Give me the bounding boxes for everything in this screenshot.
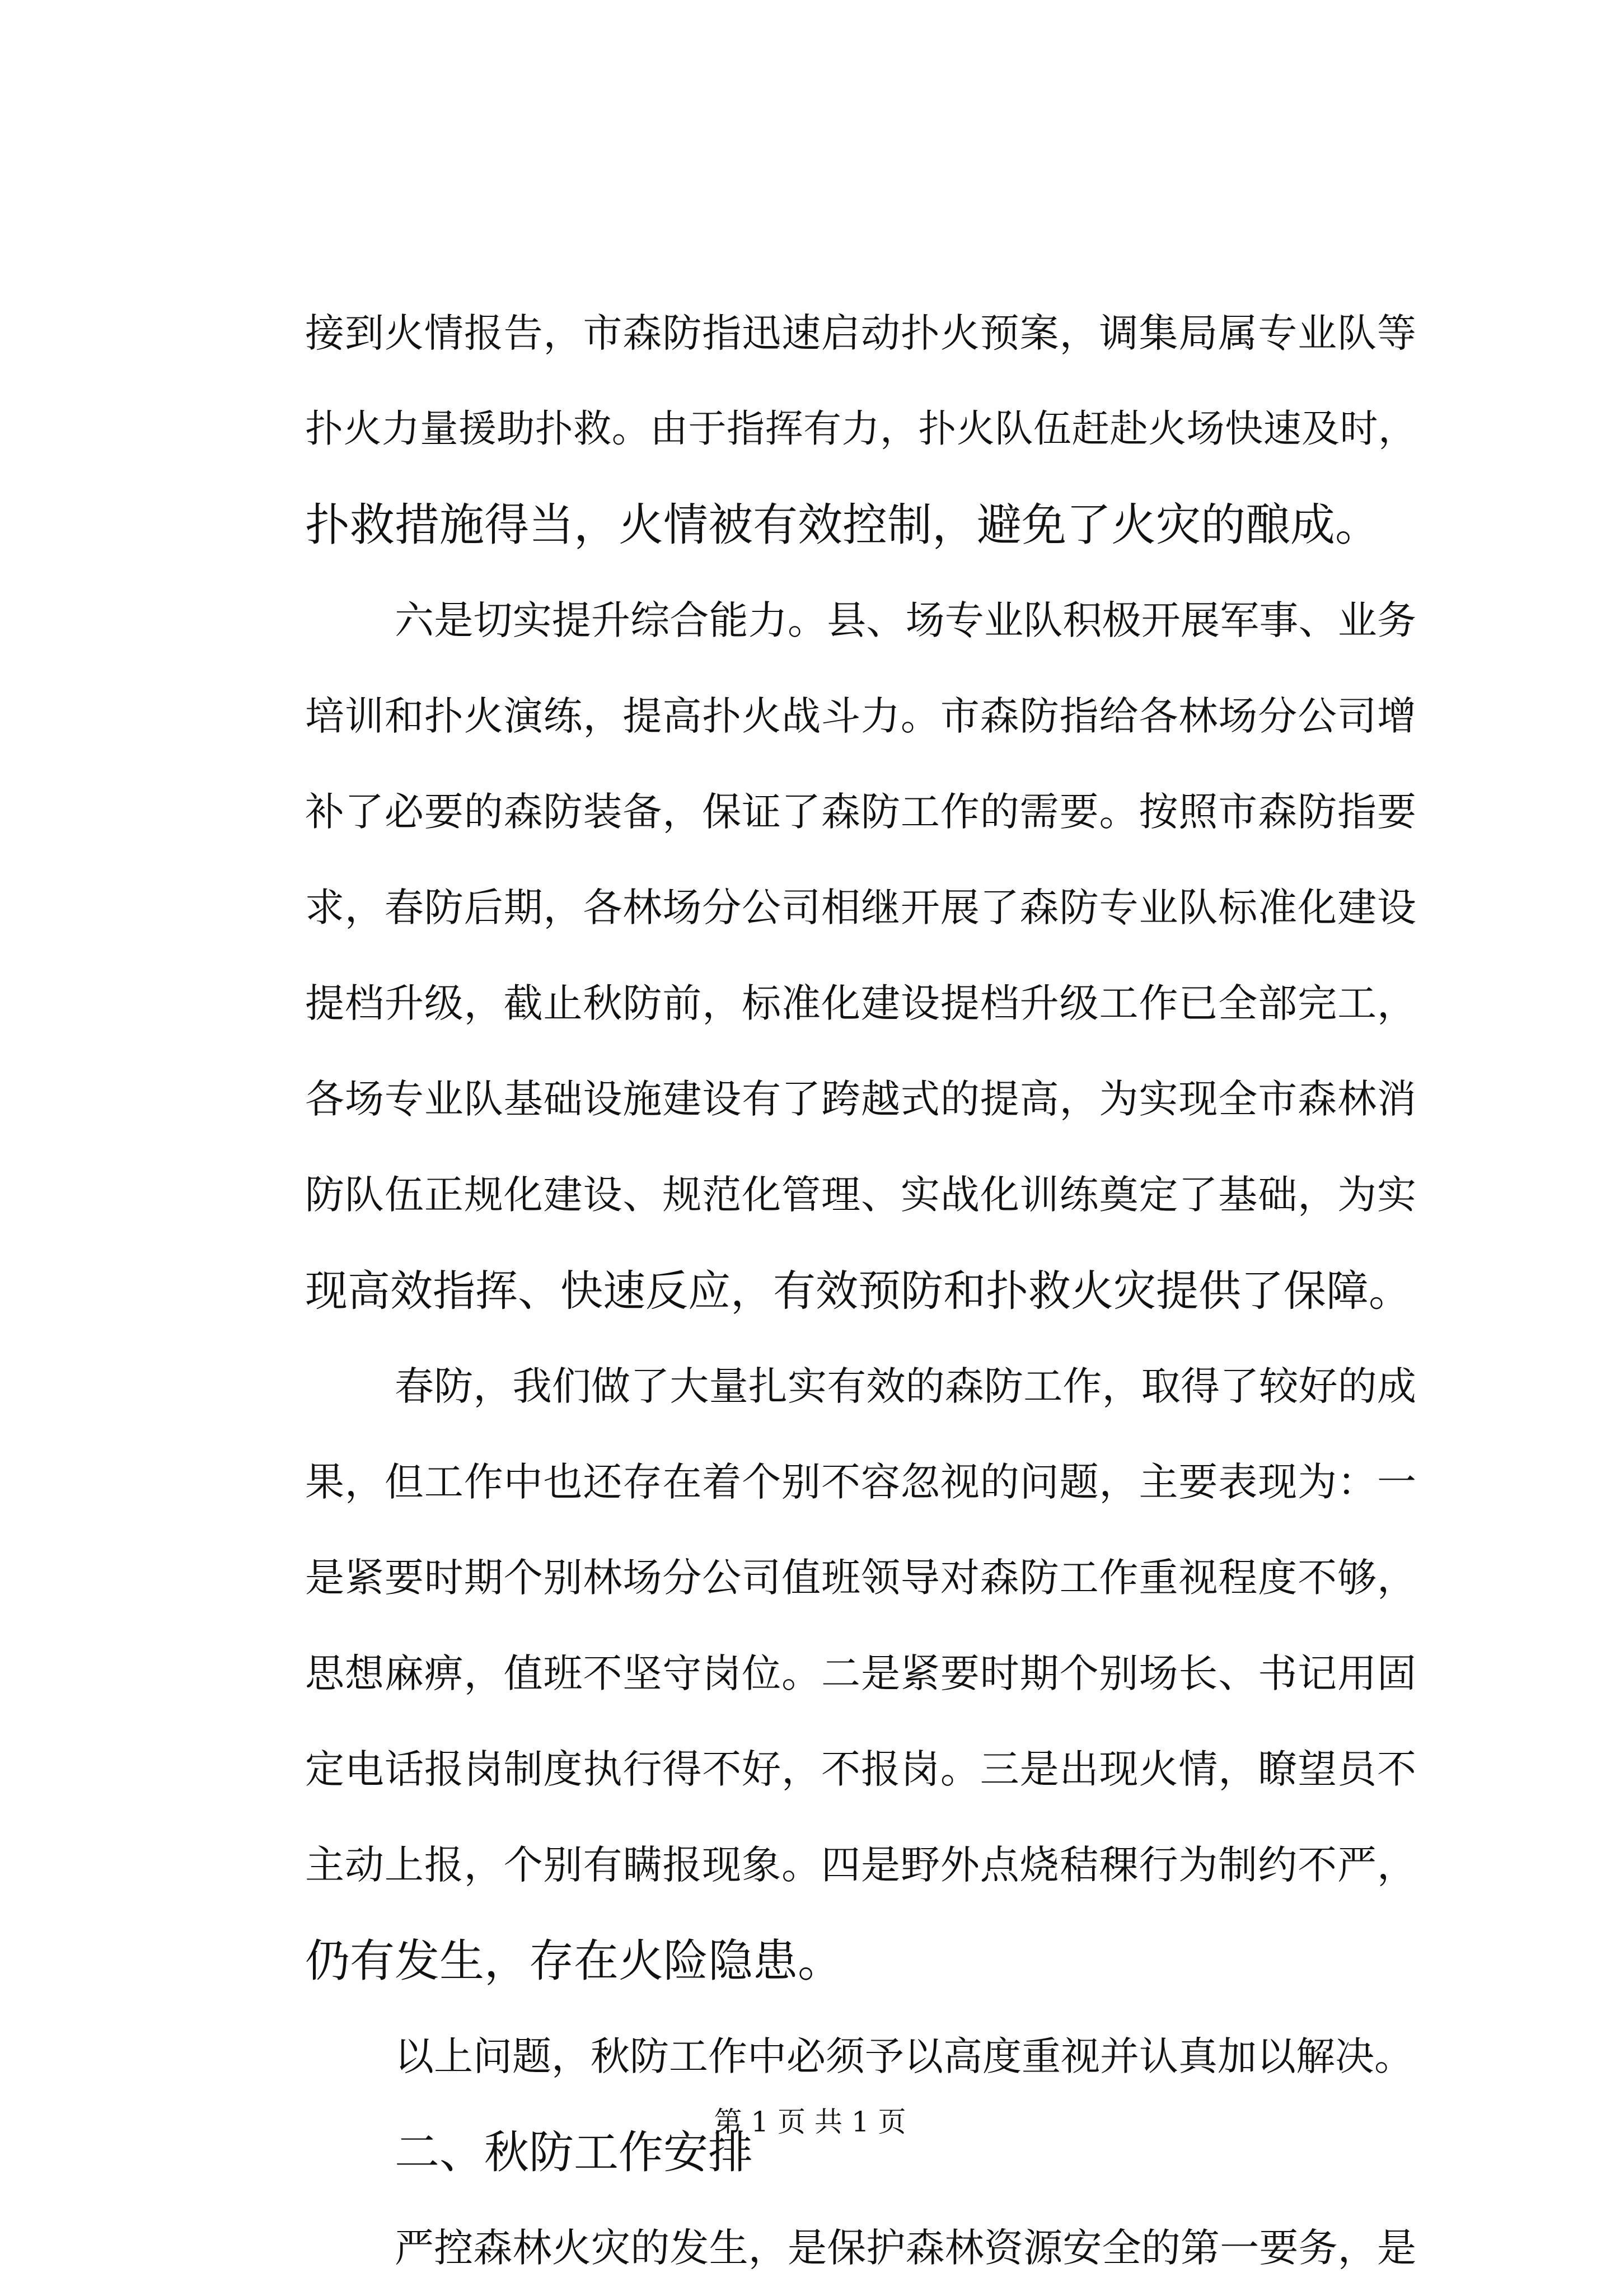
body-line: 思想麻痹，值班不坚守岗位。二是紧要时期个别场长、书记用固 xyxy=(305,1650,1416,1696)
body-line: 定电话报岗制度执行得不好，不报岗。三是出现火情，瞭望员不 xyxy=(305,1746,1416,1792)
document-body xyxy=(305,286,1416,2296)
body-line: 扑火力量援助扑救。由于指挥有力，扑火队伍赶赴火场快速及时， xyxy=(305,407,1416,451)
body-line: 主动上报，个别有瞒报现象。四是野外点烧秸稞行为制约不严， xyxy=(305,1842,1416,1888)
body-line: 春防，我们做了大量扎实有效的森防工作，取得了较好的成 xyxy=(395,1363,1416,1409)
body-line: 求，春防后期，各林场分公司相继开展了森防专业队标准化建设 xyxy=(305,885,1416,930)
body-line: 仍有发生，存在火险隐患。 xyxy=(305,1935,842,1987)
body-line: 现高效指挥、快速反应，有效预防和扑救火灾提供了保障。 xyxy=(305,1266,1411,1316)
body-line: 培训和扑火演练，提高扑火战斗力。市森防指给各林场分公司增 xyxy=(305,693,1416,739)
page-footer xyxy=(0,2102,1620,2141)
body-line: 六是切实提升综合能力。县、场专业队积极开展军事、业务 xyxy=(395,597,1416,643)
body-line: 果，但工作中也还存在着个别不容忽视的问题，主要表现为：一 xyxy=(305,1459,1416,1505)
page-number-label: 第 1 页 共 1 页 xyxy=(714,2106,906,2138)
body-line: 是紧要时期个别林场分公司值班领导对森防工作重视程度不够， xyxy=(305,1555,1416,1601)
body-line: 防队伍正规化建设、规范化管理、实战化训练奠定了基础，为实 xyxy=(305,1172,1416,1218)
body-line: 提档升级，截止秋防前，标准化建设提档升级工作已全部完工， xyxy=(305,980,1416,1026)
body-line: 以上问题，秋防工作中必须予以高度重视并认真加以解决。 xyxy=(395,2033,1413,2079)
section-heading: 二、秋防工作安排 xyxy=(395,2126,753,2178)
body-line: 扑救措施得当，火情被有效控制，避免了火灾的酿成。 xyxy=(305,499,1380,551)
body-line: 补了必要的森防装备，保证了森防工作的需要。按照市森防指要 xyxy=(305,789,1416,835)
body-line: 各场专业队基础设施建设有了跨越式的提高，为实现全市森林消 xyxy=(305,1076,1416,1122)
body-line: 严控森林火灾的发生，是保护森林资源安全的第一要务，是 xyxy=(395,2225,1416,2271)
body-line: 接到火情报告，市森防指迅速启动扑火预案，调集局属专业队等 xyxy=(305,310,1416,356)
